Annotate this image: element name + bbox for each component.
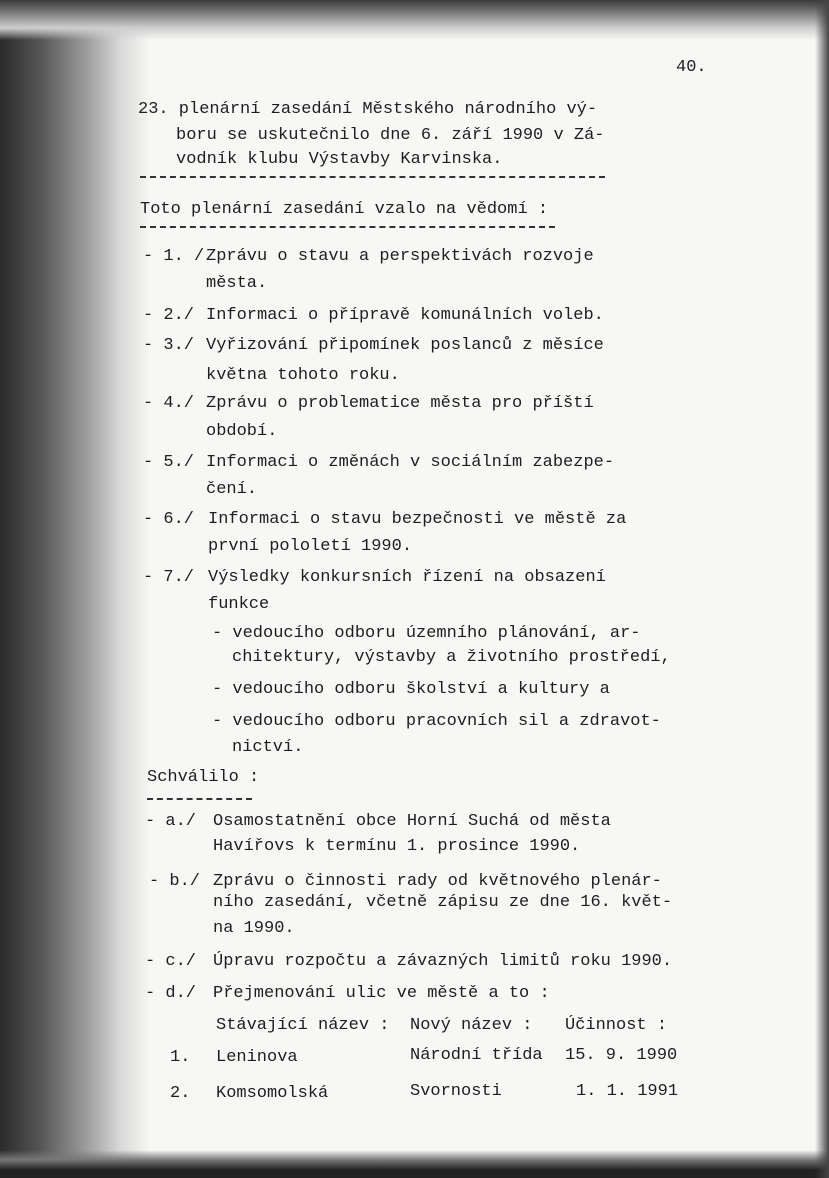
item-number: - a./ xyxy=(145,812,197,831)
street-row-number: 1. xyxy=(170,1048,191,1067)
item-number: - 1. / xyxy=(143,247,205,266)
divider xyxy=(140,226,555,228)
scan-shadow-left xyxy=(0,0,150,1178)
scan-shadow-bottom xyxy=(0,1150,829,1178)
item-text: Informaci o stavu bezpečnosti ve městě za xyxy=(208,510,627,529)
section-title-noted: Toto plenární zasedání vzalo na vědomí : xyxy=(140,200,549,219)
item-number: - 6./ xyxy=(143,510,195,529)
item-text: Vyřizování připomínek poslanců z měsíce xyxy=(206,336,604,355)
street-new-name: Svornosti xyxy=(410,1082,502,1101)
item-text: první pololetí 1990. xyxy=(208,537,413,556)
street-table-header: Stávající název : xyxy=(216,1016,390,1035)
page-number: 40. xyxy=(676,58,707,77)
item-text: města. xyxy=(206,274,268,293)
item-number: - 4./ xyxy=(143,394,195,413)
street-effective-date: 15. 9. 1990 xyxy=(565,1046,678,1065)
item-text: Zprávu o stavu a perspektivách rozvoje xyxy=(206,247,594,266)
item-number: - 7./ xyxy=(143,568,195,587)
sub-item: - vedoucího odboru pracovních sil a zdravot- xyxy=(212,712,661,731)
item-number: - b./ xyxy=(149,872,201,891)
divider xyxy=(147,798,252,800)
item-text: období. xyxy=(206,422,278,441)
item-text: Úpravu rozpočtu a závazných limitů roku 1990. xyxy=(213,952,673,971)
street-old-name: Leninova xyxy=(216,1048,298,1067)
item-text: funkce xyxy=(208,595,270,614)
item-text: čení. xyxy=(206,480,258,499)
item-text: Informaci o změnách v sociálním zabezpe- xyxy=(206,453,615,472)
item-number: - 2./ xyxy=(143,306,195,325)
item-number: - 5./ xyxy=(143,453,195,472)
street-old-name: Komsomolská xyxy=(216,1084,329,1103)
heading-line: 23. plenární zasedání Městského národního vý- xyxy=(138,100,598,119)
section-title-approved: Schválilo : xyxy=(147,768,260,787)
street-new-name: Národní třída xyxy=(410,1046,543,1065)
street-row-number: 2. xyxy=(170,1084,191,1103)
divider xyxy=(140,176,605,178)
street-table-header: Nový název : xyxy=(410,1016,533,1035)
item-number: - c./ xyxy=(145,952,197,971)
item-text: ního zasedání, včetně zápisu ze dne 16. květ- xyxy=(213,893,673,912)
heading-line: boru se uskutečnilo dne 6. září 1990 v Zá- xyxy=(176,126,605,145)
heading-line: vodník klubu Výstavby Karvinska. xyxy=(176,150,503,169)
street-effective-date: 1. 1. 1991 xyxy=(576,1082,679,1101)
item-text: Výsledky konkursních řízení na obsazení xyxy=(208,568,606,587)
item-number: - d./ xyxy=(145,984,197,1003)
item-text: Havířovs k termínu 1. prosince 1990. xyxy=(213,837,581,856)
item-number: - 3./ xyxy=(143,336,195,355)
item-text: na 1990. xyxy=(213,919,295,938)
sub-item: chitektury, výstavby a životního prostředí, xyxy=(232,648,671,667)
item-text: Osamostatnění obce Horní Suchá od města xyxy=(213,812,611,831)
scan-shadow-top xyxy=(0,0,829,40)
item-text: Zprávu o činnosti rady od květnového plenár- xyxy=(213,872,662,891)
item-text: Přejmenování ulic ve městě a to : xyxy=(213,984,550,1003)
item-text: Informaci o přípravě komunálních voleb. xyxy=(206,306,604,325)
sub-item: - vedoucího odboru školství a kultury a xyxy=(212,680,610,699)
sub-item: - vedoucího odboru územního plánování, ar- xyxy=(212,624,641,643)
item-text: Zprávu o problematice města pro příští xyxy=(206,394,594,413)
sub-item: nictví. xyxy=(232,738,304,757)
item-text: května tohoto roku. xyxy=(206,366,400,385)
street-table-header: Účinnost : xyxy=(565,1016,668,1035)
scan-shadow-right xyxy=(815,0,829,1178)
